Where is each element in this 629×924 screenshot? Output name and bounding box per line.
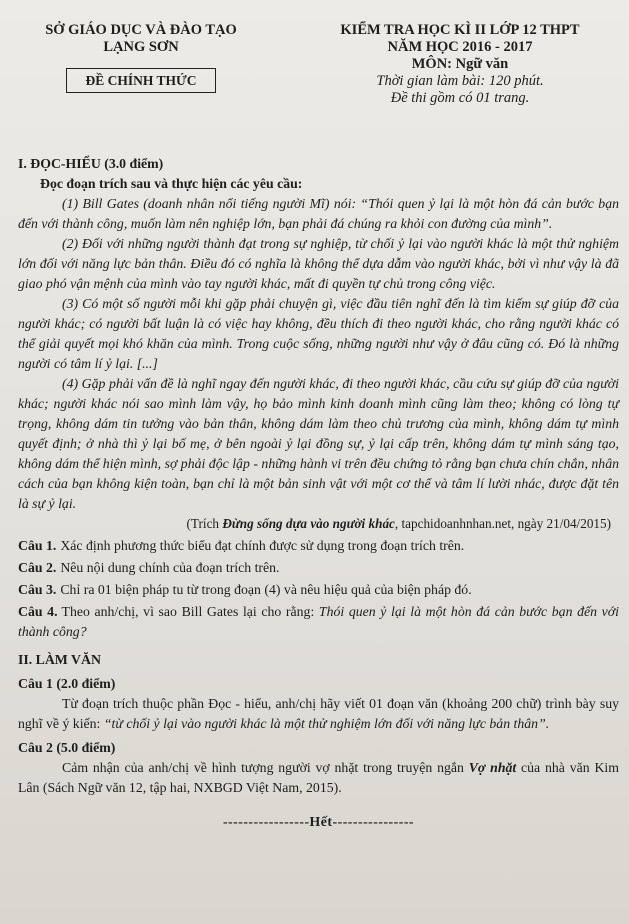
reading-paragraph: (1) Bill Gates (doanh nhân nổi tiếng người Mĩ) nói: “Thói quen ỷ lại là một hòn đá cản bước bạn đến với thành công, muốn làm nên nghiệp lớn, bạn phải đá chúng ra khỏi con đường của mình”. bbox=[18, 196, 619, 231]
essay2-title: Câu 2 (5.0 điểm) bbox=[18, 740, 116, 755]
part2-title: II. LÀM VĂN bbox=[18, 652, 101, 667]
essay1-title: Câu 1 (2.0 điểm) bbox=[18, 676, 116, 691]
exam-header bbox=[18, 22, 619, 150]
question-label: Câu 3. bbox=[18, 582, 57, 597]
essay2-text: Cảm nhận của anh/chị về hình tượng người vợ nhặt trong truyện ngắn bbox=[62, 760, 469, 775]
exam-time: Thời gian làm bài: 120 phút. bbox=[376, 73, 544, 89]
question-label: Câu 1. bbox=[18, 538, 57, 553]
question-4 bbox=[18, 602, 619, 642]
school-year: NĂM HỌC 2016 - 2017 bbox=[387, 39, 533, 55]
department-block bbox=[26, 22, 256, 93]
essay2-work: Vợ nhặt bbox=[468, 760, 517, 775]
page-count: Đề thi gồm có 01 trang. bbox=[390, 90, 530, 106]
end-marker: -----------------Hết---------------- bbox=[222, 814, 415, 829]
question-3 bbox=[18, 580, 619, 600]
reading-paragraph: (2) Đối với những người thành đạt trong sự nghiệp, từ chối ỷ lại vào người khác là một thử nghiệm lớn đối với năng lực bản thân. Điều đó có nghĩa là không thể dựa dẫm vào người khác, bởi vì như vậy là đã giao phó vận mệnh của mình vào tay người khác, mất đi quyền tự chủ trong công việc. bbox=[18, 236, 619, 291]
source-citation bbox=[18, 514, 611, 534]
province-name: LẠNG SƠN bbox=[103, 39, 179, 55]
part1-title: I. ĐỌC-HIỂU (3.0 điểm) bbox=[18, 156, 164, 171]
question-label: Câu 4. bbox=[18, 604, 58, 619]
question-2 bbox=[18, 558, 619, 578]
question-text: Theo anh/chị, vì sao Bill Gates lại cho rằng: bbox=[61, 604, 319, 619]
question-label: Câu 2. bbox=[18, 560, 57, 575]
source-prefix: (Trích bbox=[186, 516, 223, 531]
question-text: Xác định phương thức biểu đạt chính được sử dụng trong đoạn trích trên. bbox=[60, 538, 465, 553]
essay1-quote: “từ chối ỷ lại vào người khác là một thử nghiệm lớn đối với năng lực bản thân”. bbox=[103, 716, 550, 731]
source-suffix: , tapchidoanhnhan.net, ngày 21/04/2015) bbox=[394, 516, 611, 531]
reading-paragraph: (3) Có một số người mỗi khi gặp phải chuyện gì, việc đầu tiên nghĩ đến là tìm kiếm sự giúp đỡ của người khác; có người bất luận là có việc hay không, đều thích đi theo người khác, cho rằng người khác có thể giải quyết mọi khó khăn của mình. Trong cuộc sống, những người như vậy ở đâu cũng có. Đó là những người có tâm lí ỷ lại. [...] bbox=[18, 296, 619, 371]
source-title: Đừng sống dựa vào người khác bbox=[222, 516, 395, 531]
essay2-tail: của nhà văn Kim Lân (Sách Ngữ văn 12, tập hai, NXBGD Việt Nam, 2015). bbox=[18, 760, 619, 795]
question-text: Nêu nội dung chính của đoạn trích trên. bbox=[60, 560, 280, 575]
reading-paragraph: (4) Gặp phải vấn đề là nghĩ ngay đến người khác, đi theo người khác, cầu cứu sự giúp đỡ của người khác; người khác nói sao mình làm vậy, họ bảo mình kinh doanh mình cũng làm theo; không có lòng tự trọng, không dám tin tưởng vào bản thân, không dám làm theo chủ trương của mình, không dám tự mình quyết định; ở nhà thì ỷ lại bố mẹ, ở bên ngoài ỷ lại đồng sự, ỷ lại cấp trên, không dám tự mình sáng tạo, không dám thể hiện mình, sợ phải độc lập - những hành vi trên đều chứng tỏ rằng bạn chưa chín chắn, nhân cách của bạn không kiện toàn, bạn chỉ là một bản sinh vật với một cơ thể và tâm lí lười nhác, được đặt tên là sự ỷ lại. bbox=[18, 376, 619, 511]
essay1-prompt bbox=[18, 694, 619, 734]
exam-title: KIỂM TRA HỌC KÌ II LỚP 12 THPT bbox=[340, 22, 580, 38]
department-name: SỞ GIÁO DỤC VÀ ĐÀO TẠO bbox=[45, 22, 237, 38]
subject: MÔN: Ngữ văn bbox=[411, 56, 509, 72]
question-quote: Thói quen ỷ lại là một hòn đá cản bước bạn đến với thành công? bbox=[18, 604, 619, 639]
question-text: Chỉ ra 01 biện pháp tu từ trong đoạn (4) và nêu hiệu quả của biện pháp đó. bbox=[60, 582, 472, 597]
question-1 bbox=[18, 536, 619, 556]
exam-info-block bbox=[300, 22, 620, 107]
part1-instruction: Đọc đoạn trích sau và thực hiện các yêu cầu: bbox=[40, 176, 303, 191]
exam-body bbox=[18, 154, 619, 832]
essay1-text: Từ đoạn trích thuộc phần Đọc - hiểu, anh/chị hãy viết 01 đoạn văn (khoảng 200 chữ) trình bày suy nghĩ về ý kiến: bbox=[18, 696, 619, 731]
official-stamp: ĐỀ CHÍNH THỨC bbox=[66, 68, 215, 93]
essay2-prompt bbox=[18, 758, 619, 798]
